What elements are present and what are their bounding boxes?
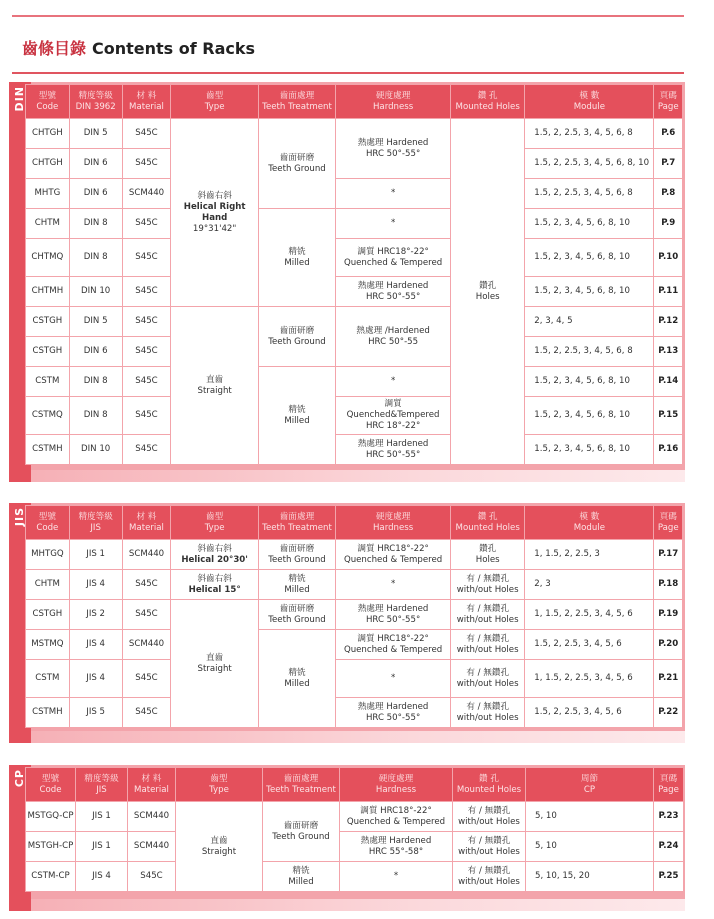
table-cell: CSTMH (26, 435, 70, 465)
table-cell: 有 / 無鑽孔 with/out Holes (453, 862, 526, 892)
header-cell: 精度等級 JIS (76, 768, 128, 802)
table-cell: 1, 1.5, 2, 2.5, 3, 4, 5, 6 (525, 660, 654, 698)
table-cell: SCM440 (122, 540, 171, 570)
page-link[interactable]: P.13 (654, 337, 683, 367)
din-tt-milled-1: 精铣 Milled (258, 209, 335, 307)
table-cell: DIN 6 (69, 179, 122, 209)
page-link[interactable]: P.15 (654, 397, 683, 435)
table-cell: 1.5, 2, 3, 4, 5, 6, 8, 10 (525, 277, 654, 307)
table-cell: CSTM (26, 367, 70, 397)
table-cell: 1, 1.5, 2, 2.5, 3 (525, 540, 654, 570)
page-link[interactable]: P.24 (654, 832, 684, 862)
din-hd-3: * (336, 209, 451, 239)
table-cell: DIN 5 (69, 307, 122, 337)
table-cell: 精铣 Milled (263, 862, 340, 892)
table-cell: CSTGH (26, 307, 70, 337)
table-cell: 5, 10 (526, 802, 654, 832)
table-cell: CHTGH (26, 119, 70, 149)
table-cell: 熱處理 Hardened HRC 50°-55° (336, 698, 451, 728)
table-cell: 有 / 無鑽孔 with/out Holes (453, 802, 526, 832)
page-link[interactable]: P.12 (654, 307, 683, 337)
table-cell: S45C (122, 600, 171, 630)
table-cell: S45C (122, 660, 171, 698)
table-cell: 1, 1.5, 2, 2.5, 3, 4, 5, 6 (525, 600, 654, 630)
header-cell: 硬度處理 Hardness (340, 768, 453, 802)
table-cell: * (336, 660, 451, 698)
table-cell: JIS 4 (76, 862, 128, 892)
table-cell: JIS 4 (69, 660, 122, 698)
header-cell: 鑽 孔 Mounted Holes (451, 506, 525, 540)
din-hd-1: 熱處理 Hardened HRC 50°-55° (336, 119, 451, 179)
header-cell: 齒面處理 Teeth Treatment (263, 768, 340, 802)
table-cell: SCM440 (128, 832, 176, 862)
header-cell: 周節 CP (526, 768, 654, 802)
table-cell: 有 / 無鑽孔 with/out Holes (451, 630, 525, 660)
table-cell: JIS 1 (76, 802, 128, 832)
din-col-material: 材 料 Material (122, 85, 171, 119)
header-cell: 頁碼 Page (654, 506, 683, 540)
table-cell: S45C (122, 239, 171, 277)
header-cell: 齒型 Type (171, 506, 258, 540)
table-cell: CSTGH (26, 337, 70, 367)
page-link[interactable]: P.22 (654, 698, 683, 728)
din-col-grade: 精度等級 DIN 3962 (69, 85, 122, 119)
table-cell: DIN 6 (69, 149, 122, 179)
table-row (26, 209, 683, 239)
table-cell: S45C (122, 397, 171, 435)
table-cell: S45C (122, 277, 171, 307)
table-cell: 1.5, 2, 2.5, 3, 4, 5, 6, 8, 10 (525, 149, 654, 179)
page-title (22, 36, 255, 59)
page-link[interactable]: P.17 (654, 540, 683, 570)
table-cell: CHTMQ (26, 239, 70, 277)
din-type-helical: 斜齒右斜 Helical Right Hand 19°31'42" (171, 119, 258, 307)
din-hd-7: * (336, 367, 451, 397)
table-cell: 斜齒右斜 Helical 20°30' (171, 540, 258, 570)
page-link[interactable]: P.25 (654, 862, 684, 892)
table-cell: * (340, 862, 453, 892)
table-cell: 斜齒右斜 Helical 15° (171, 570, 258, 600)
din-col-code: 型號 Code (26, 85, 70, 119)
header-cell: 頁碼 Page (654, 768, 684, 802)
din-holes: 鑽孔 Holes (451, 119, 525, 465)
table-row (26, 802, 684, 832)
table-cell: CSTGH (26, 600, 70, 630)
header-cell: 硬度處理 Hardness (336, 506, 451, 540)
table-row (26, 397, 683, 435)
table-cell: CHTMH (26, 277, 70, 307)
table-cell: 5, 10 (526, 832, 654, 862)
table-cell: JIS 4 (69, 570, 122, 600)
din-hd-2: * (336, 179, 451, 209)
table-cell: 熱處理 Hardened HRC 55°-58° (340, 832, 453, 862)
table-cell: CSTMQ (26, 397, 70, 435)
din-col-hardness: 硬度處理 Hardness (336, 85, 451, 119)
table-row (26, 367, 683, 397)
table-row (26, 435, 683, 465)
table-cell: CHTM (26, 570, 70, 600)
table-cell: 1.5, 2, 3, 4, 5, 6, 8, 10 (525, 239, 654, 277)
header-cell: 型號 Code (26, 506, 70, 540)
table-cell: JIS 5 (69, 698, 122, 728)
table-cell: MSTGQ-CP (26, 802, 76, 832)
page-link[interactable]: P.11 (654, 277, 683, 307)
din-col-page: 頁碼 Page (654, 85, 683, 119)
header-cell: 精度等級 JIS (69, 506, 122, 540)
table-cell: JIS 4 (69, 630, 122, 660)
table-cell: DIN 8 (69, 367, 122, 397)
table-cell: 1.5, 2, 3, 4, 5, 6, 8, 10 (525, 367, 654, 397)
table-cell: 1.5, 2, 3, 4, 5, 6, 8, 10 (525, 435, 654, 465)
table-cell: 熱處理 Hardened HRC 50°-55° (336, 600, 451, 630)
cp-type-straight: 直齒 Straight (176, 802, 263, 892)
table-cell: CHTM (26, 209, 70, 239)
page-link[interactable]: P.7 (654, 149, 683, 179)
table-cell: S45C (122, 698, 171, 728)
table-cell: SCM440 (122, 179, 171, 209)
din-hd-5: 熱處理 Hardened HRC 50°-55° (336, 277, 451, 307)
table-cell: S45C (122, 435, 171, 465)
page-link[interactable]: P.6 (654, 119, 683, 149)
din-tt-milled-2: 精铣 Milled (258, 367, 335, 465)
jis-footer-band (31, 731, 685, 743)
table-cell: 1.5, 2, 3, 4, 5, 6, 8, 10 (525, 209, 654, 239)
table-cell: S45C (122, 367, 171, 397)
jis-label: JIS (13, 507, 26, 527)
table-cell: S45C (122, 119, 171, 149)
din-hd-6: 熱處理 /Hardened HRC 50°-55 (336, 307, 451, 367)
cp-footer-band (31, 899, 685, 911)
table-cell: DIN 5 (69, 119, 122, 149)
din-footer-band (31, 470, 685, 482)
table-cell: 精铣 Milled (258, 570, 335, 600)
cp-tt-ground: 齒面研磨 Teeth Ground (263, 802, 340, 862)
table-cell: 調質 HRC18°-22° Quenched & Tempered (336, 630, 451, 660)
din-hd-4: 調質 HRC18°-22° Quenched & Tempered (336, 239, 451, 277)
page-link[interactable]: P.16 (654, 435, 683, 465)
table-cell: 鑽孔 Holes (451, 540, 525, 570)
header-cell: 材 料 Material (128, 768, 176, 802)
din-type-straight: 直齒 Straight (171, 307, 258, 465)
table-cell: 1.5, 2, 3, 4, 5, 6, 8, 10 (525, 397, 654, 435)
table-cell: JIS 1 (69, 540, 122, 570)
page-link[interactable]: P.9 (654, 209, 683, 239)
top-rule (12, 15, 684, 17)
page-link[interactable]: P.23 (654, 802, 684, 832)
title-rule (12, 72, 684, 74)
table-row (26, 119, 683, 149)
table-cell: DIN 10 (69, 435, 122, 465)
table-cell: MHTGQ (26, 540, 70, 570)
table-row (26, 570, 683, 600)
table-cell: 有 / 無鑽孔 with/out Holes (451, 600, 525, 630)
page-link[interactable]: P.8 (654, 179, 683, 209)
page-link[interactable]: P.14 (654, 367, 683, 397)
table-cell: SCM440 (122, 630, 171, 660)
table-row (26, 179, 683, 209)
table-cell: S45C (122, 570, 171, 600)
header-cell: 齒型 Type (176, 768, 263, 802)
table-cell: MSTMQ (26, 630, 70, 660)
table-cell: 有 / 無鑽孔 with/out Holes (453, 832, 526, 862)
page-link[interactable]: P.10 (654, 239, 683, 277)
table-cell: 1.5, 2, 2.5, 3, 4, 5, 6 (525, 698, 654, 728)
din-hd-8: 調質 Quenched&Tempered HRC 18°-22° (336, 397, 451, 435)
page-link[interactable]: P.18 (654, 570, 683, 600)
table-cell: 1.5, 2, 2.5, 3, 4, 5, 6 (525, 630, 654, 660)
jis-table (25, 505, 683, 728)
table-cell: 齒面研磨 Teeth Ground (258, 540, 335, 570)
header-cell: 材 料 Material (122, 506, 171, 540)
table-cell: CSTMH (26, 698, 70, 728)
table-cell: DIN 8 (69, 239, 122, 277)
table-row (26, 307, 683, 337)
page-link[interactable]: P.21 (654, 660, 683, 698)
table-cell: 有 / 無鑽孔 with/out Holes (451, 698, 525, 728)
table-row (26, 630, 683, 660)
din-table (25, 84, 683, 465)
table-cell: 2, 3, 4, 5 (525, 307, 654, 337)
table-cell: 1.5, 2, 2.5, 3, 4, 5, 6, 8 (525, 119, 654, 149)
table-row (26, 540, 683, 570)
table-cell: DIN 8 (69, 209, 122, 239)
din-col-module: 模 數 Module (525, 85, 654, 119)
table-row (26, 239, 683, 277)
table-cell: 1.5, 2, 2.5, 3, 4, 5, 6, 8 (525, 337, 654, 367)
table-cell: JIS 1 (76, 832, 128, 862)
din-tt-ground-1: 齒面研磨 Teeth Ground (258, 119, 335, 209)
table-cell: 有 / 無鑽孔 with/out Holes (451, 570, 525, 600)
table-cell: MSTGH-CP (26, 832, 76, 862)
table-cell: S45C (122, 209, 171, 239)
table-cell: 5, 10, 15, 20 (526, 862, 654, 892)
cp-label: CP (13, 769, 26, 788)
din-col-holes: 鑽 孔 Mounted Holes (451, 85, 525, 119)
table-cell: CSTM (26, 660, 70, 698)
jis-type-straight: 直齒 Straight (171, 600, 258, 728)
table-cell: 齒面研磨 Teeth Ground (258, 600, 335, 630)
table-cell: DIN 8 (69, 397, 122, 435)
header-cell: 模 數 Module (525, 506, 654, 540)
table-cell: CHTGH (26, 149, 70, 179)
page-link[interactable]: P.19 (654, 600, 683, 630)
table-cell: CSTM-CP (26, 862, 76, 892)
table-row (26, 862, 684, 892)
din-col-type: 齒型 Type (171, 85, 258, 119)
table-cell: DIN 10 (69, 277, 122, 307)
table-cell: SCM440 (128, 802, 176, 832)
header-cell: 鑽 孔 Mounted Holes (453, 768, 526, 802)
table-cell: 1.5, 2, 2.5, 3, 4, 5, 6, 8 (525, 179, 654, 209)
header-cell: 型號 Code (26, 768, 76, 802)
title-en: Contents of Racks (92, 39, 256, 58)
header-cell: 齒面處理 Teeth Treatment (258, 506, 335, 540)
cp-table (25, 767, 684, 892)
table-row (26, 832, 684, 862)
table-cell: 2, 3 (525, 570, 654, 600)
cp-header-row (26, 768, 684, 802)
table-row (26, 600, 683, 630)
table-cell: 調質 HRC18°-22° Quenched & Tempered (336, 540, 451, 570)
din-col-treatment: 齒面處理 Teeth Treatment (258, 85, 335, 119)
table-cell: S45C (128, 862, 176, 892)
title-zh: 齒條目錄 (22, 39, 87, 58)
table-row (26, 660, 683, 698)
din-header-row (26, 85, 683, 119)
table-row (26, 277, 683, 307)
table-cell: S45C (122, 307, 171, 337)
jis-tt-milled: 精铣 Milled (258, 630, 335, 728)
table-cell: S45C (122, 337, 171, 367)
table-cell: 有 / 無鑽孔 with/out Holes (451, 660, 525, 698)
table-cell: * (336, 570, 451, 600)
din-tt-ground-2: 齒面研磨 Teeth Ground (258, 307, 335, 367)
table-cell: MHTG (26, 179, 70, 209)
din-label: DIN (13, 86, 26, 112)
page-link[interactable]: P.20 (654, 630, 683, 660)
table-row (26, 698, 683, 728)
din-hd-9: 熱處理 Hardened HRC 50°-55° (336, 435, 451, 465)
table-cell: DIN 6 (69, 337, 122, 367)
table-cell: JIS 2 (69, 600, 122, 630)
table-cell: S45C (122, 149, 171, 179)
jis-header-row (26, 506, 683, 540)
table-cell: 調質 HRC18°-22° Quenched & Tempered (340, 802, 453, 832)
